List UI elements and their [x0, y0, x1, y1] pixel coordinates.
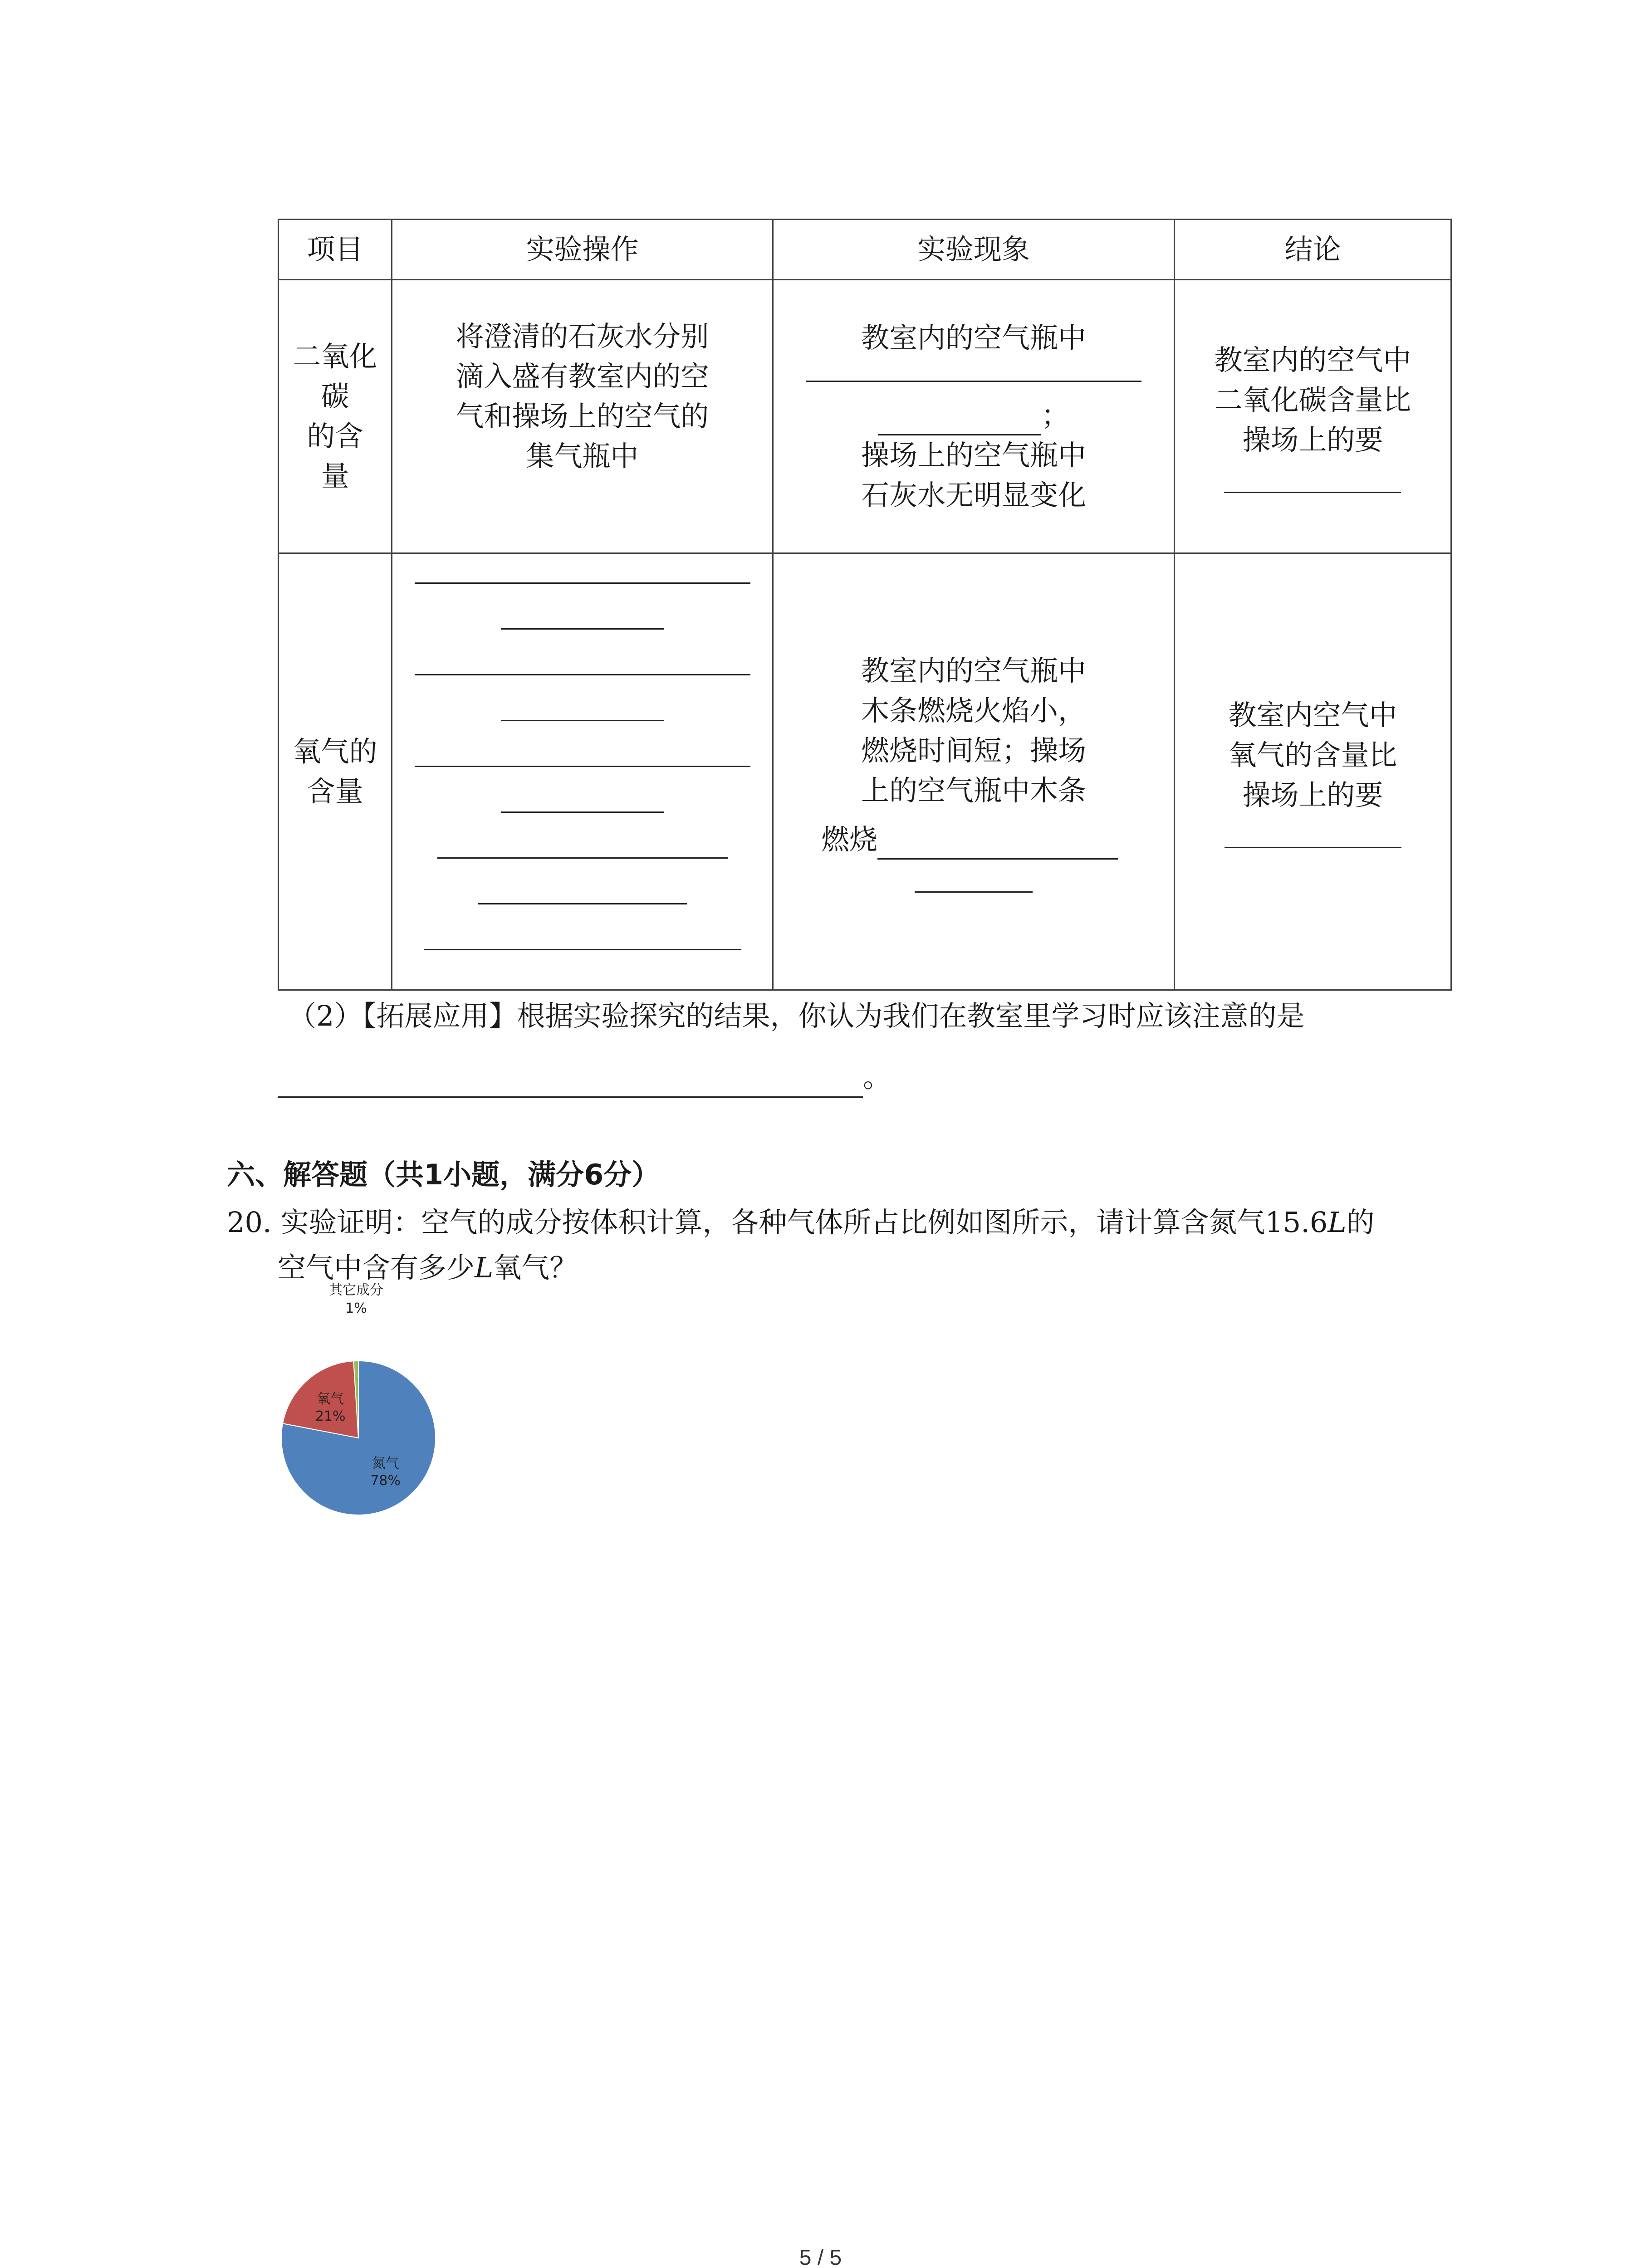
section-title: 六、解答题（共1小题，满分6分）: [227, 1158, 660, 1191]
page-number: 5 / 5: [799, 2246, 842, 2268]
co2-conclusion-blank[interactable]: [1224, 492, 1401, 493]
question-2-text: [288, 996, 1304, 1036]
co2-item-line: 碳: [321, 380, 349, 413]
table-row-o2: [279, 553, 1451, 990]
header-phenomenon: 实验现象: [773, 220, 1175, 280]
co2-phenomenon-blank-2[interactable]: [878, 434, 1041, 435]
o2-conclusion-line: 氧气的含量比: [1228, 738, 1397, 772]
co2-phenomenon-cell: [773, 280, 1175, 553]
o2-conclusion-line: 操场上的要: [1242, 778, 1383, 811]
o2-operation-blank[interactable]: [501, 811, 664, 813]
co2-operation-cell: [392, 280, 773, 553]
co2-conclusion-cell: [1175, 280, 1451, 553]
question-20-text-2-end: 氧气？: [493, 1251, 578, 1284]
o2-item-line: 氧气的: [293, 735, 377, 768]
o2-phenomenon-line: 燃烧时间短；操场: [861, 733, 1086, 767]
co2-phenomenon-line: 操场上的空气瓶中: [861, 438, 1086, 472]
o2-phenomenon-line: 木条燃烧火焰小，: [861, 694, 1086, 727]
question-2-answer-blank[interactable]: [278, 1096, 863, 1098]
co2-item-cell: [279, 280, 392, 553]
o2-operation-blank[interactable]: [415, 674, 750, 675]
co2-phenomenon-blank-1[interactable]: [806, 381, 1141, 382]
co2-phenomenon-line: 石灰水无明显变化: [861, 478, 1086, 512]
question-20-line-2: [278, 1247, 578, 1288]
header-item: 项目: [279, 220, 392, 280]
o2-operation-blank[interactable]: [501, 720, 664, 721]
o2-conclusion-cell: [1175, 553, 1451, 990]
co2-conclusion-line: 二氧化碳含量比: [1214, 383, 1411, 416]
pie-label-value: 21%: [315, 1408, 346, 1424]
header-operation: 实验操作: [392, 220, 773, 280]
pie-label-name: 氧气: [317, 1391, 344, 1407]
o2-phenomenon-line: 上的空气瓶中木条: [861, 773, 1086, 807]
header-conclusion: 结论: [1175, 220, 1451, 280]
o2-operation-cell: [392, 553, 773, 990]
table-row-co2: [279, 280, 1451, 553]
co2-operation-line: 滴入盛有教室内的空: [456, 360, 709, 393]
co2-item-line: 二氧化: [293, 340, 377, 373]
co2-operation-line: 集气瓶中: [526, 440, 639, 473]
o2-operation-blank[interactable]: [415, 766, 750, 767]
co2-conclusion-line: 教室内的空气中: [1214, 343, 1411, 376]
question-20-unit-1: L: [1327, 1206, 1347, 1239]
question-20-unit-2: L: [475, 1251, 494, 1284]
o2-phenomenon-blank-2[interactable]: [915, 891, 1033, 893]
o2-operation-blank[interactable]: [424, 949, 741, 950]
o2-operation-blank[interactable]: [501, 628, 664, 630]
pie-label-value: 1%: [345, 1300, 367, 1316]
co2-item-line: 量: [321, 459, 349, 493]
co2-item-line: 的含: [307, 420, 363, 453]
o2-phenomenon-line: 教室内的空气瓶中: [861, 654, 1086, 687]
air-composition-pie-chart: [268, 1284, 458, 1520]
co2-phenomenon-line: 教室内的空气瓶中: [861, 321, 1086, 354]
question-2-prompt: （2）【拓展应用】根据实验探究的结果，你认为我们在教室里学习时应该注意的是: [288, 999, 1305, 1032]
o2-conclusion-line: 教室内空气中: [1228, 698, 1397, 732]
question-2-period: 。: [863, 1061, 892, 1094]
o2-conclusion-blank[interactable]: [1225, 847, 1401, 848]
pie-label-name: 氮气: [372, 1456, 399, 1472]
question-20-text-1-end: 的: [1346, 1206, 1375, 1239]
pie-chart-svg: [268, 1284, 458, 1520]
pie-label-name: 其它成分: [329, 1282, 383, 1298]
co2-conclusion-line: 操场上的要: [1242, 423, 1383, 456]
experiment-table: [278, 219, 1452, 991]
question-20-text-2: 空气中含有多少: [278, 1251, 475, 1284]
o2-item-line: 含量: [307, 775, 363, 808]
question-20-number: 20.: [227, 1206, 272, 1239]
o2-phenomenon-blank-1[interactable]: [877, 858, 1118, 860]
o2-operation-blank[interactable]: [478, 903, 687, 904]
o2-phenomenon-last-line: [774, 820, 1174, 860]
question-20-line-1: [227, 1202, 1375, 1243]
co2-operation-line: 将澄清的石灰水分别: [456, 320, 709, 353]
pie-label-value: 78%: [370, 1473, 401, 1489]
question-20-text-1: 实验证明：空气的成分按体积计算，各种气体所占比例如图所示，请计算含氮气15.6: [280, 1206, 1328, 1239]
o2-item-cell: [279, 553, 392, 990]
o2-phenomenon-cell: [773, 553, 1175, 990]
o2-operation-blank[interactable]: [415, 582, 750, 584]
table-header-row: [279, 220, 1451, 280]
question-2-answer-line: [278, 1057, 891, 1098]
o2-phenomenon-burn-label: 燃烧: [821, 822, 878, 856]
co2-phenomenon-blank-2-line: [774, 396, 1174, 435]
co2-operation-line: 气和操场上的空气的: [456, 400, 709, 433]
o2-operation-blank[interactable]: [437, 857, 728, 859]
co2-phenomenon-semicolon: ；: [1041, 398, 1069, 432]
